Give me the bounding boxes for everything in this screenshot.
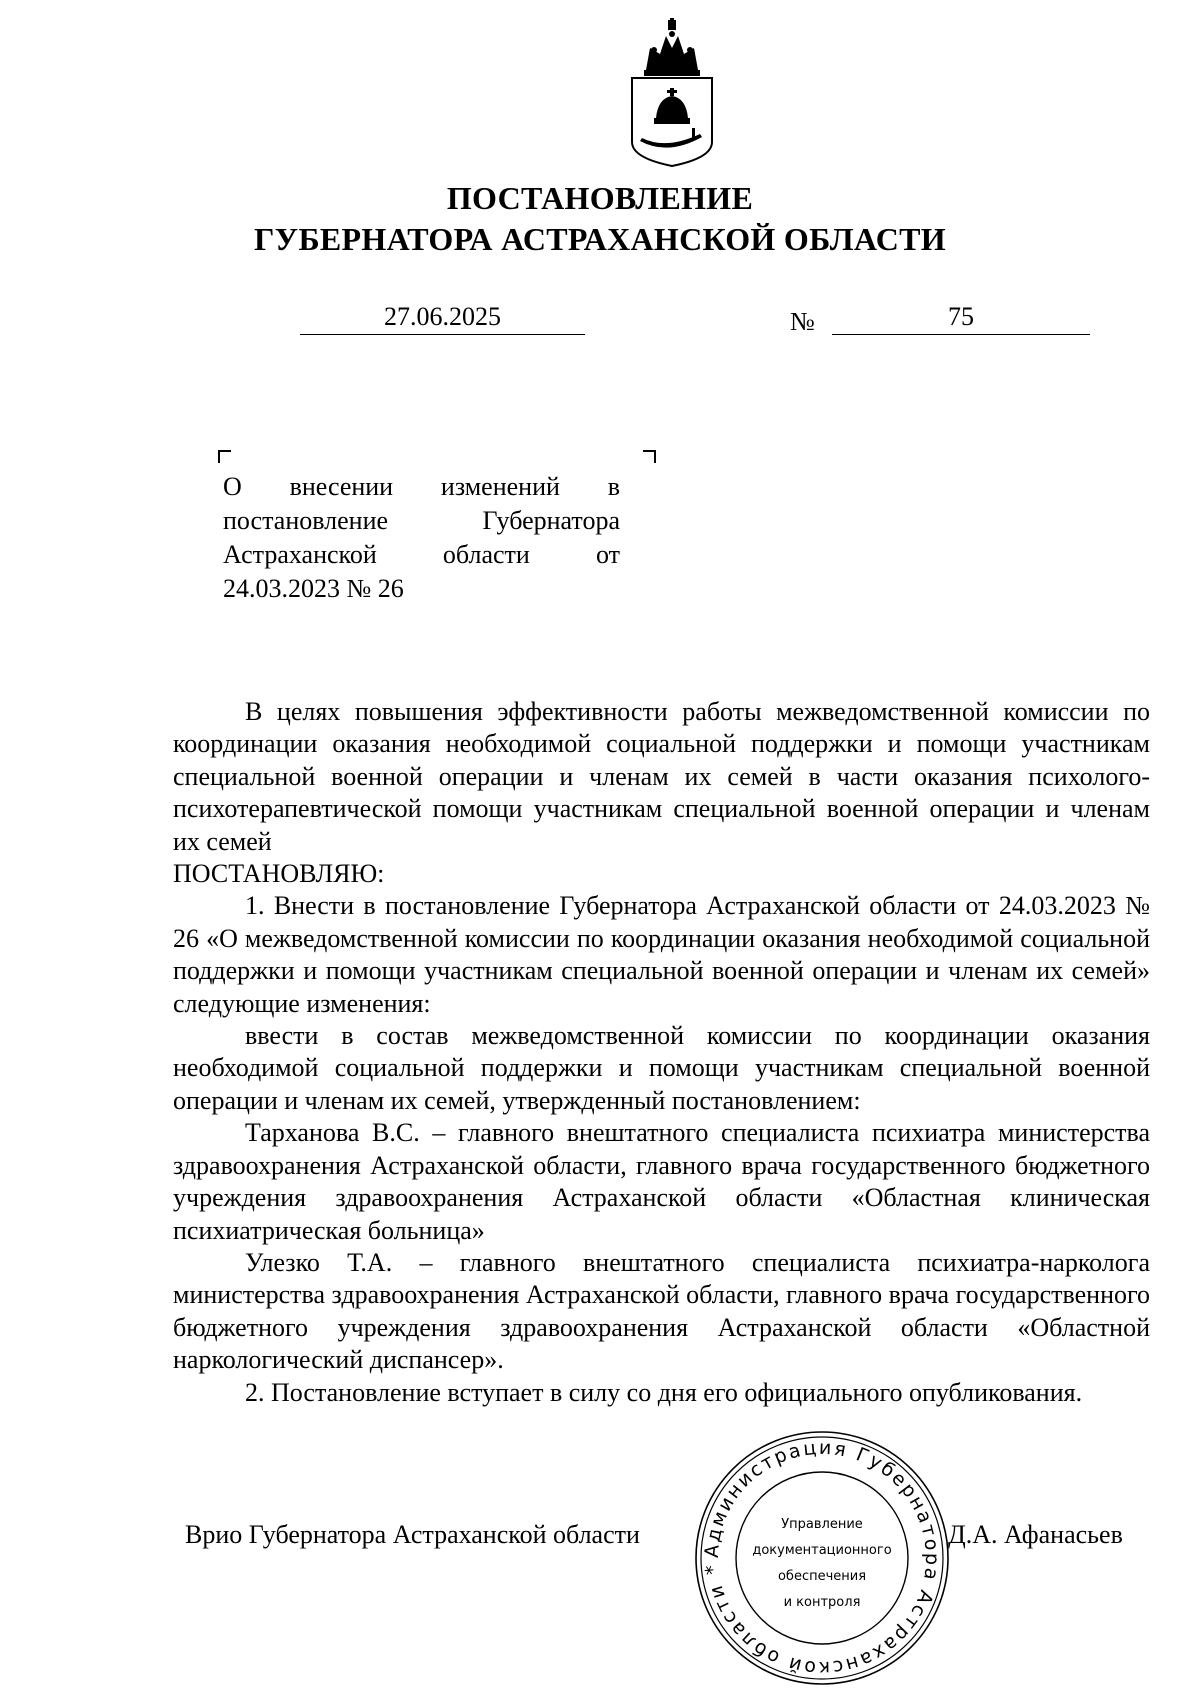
number-sign: № (790, 307, 815, 336)
subject-line: О внесении изменений в (223, 472, 620, 501)
document-body (173, 696, 1150, 1409)
official-stamp-icon (692, 1428, 952, 1688)
member-entry: Улезко Т.А. – главного внештатного специалиста психиатра-нарколога министерства здравоохранения Астраханской области, главного врача государственного бюджетного учреждения здравоохранения Астраханской области «Областной наркологический диспансер». (173, 1247, 1150, 1375)
document-type-title: ПОСТАНОВЛЕНИЕ (446, 180, 754, 216)
member-entry: Тарханова В.С. – главного внештатного специалиста психиатра министерства здравоохранения Астраханской области, главного врача государственного бюджетного учреждения здравоохранения Астраханской области «Областная клиническая психиатрическая больница» (173, 1118, 1150, 1245)
subject-line: 24.03.2023 № 26 (223, 574, 404, 603)
document-subject (223, 470, 620, 606)
subject-corner-left (218, 450, 231, 463)
issuer-title: ГУБЕРНАТОРА АСТРАХАНСКОЙ ОБЛАСТИ (254, 221, 946, 257)
clause-1-paragraph: 1. Внести в постановление Губернатора Астраханской области от 24.03.2023 № 26 «О межведомственной комиссии по координации оказания необходимой социальной поддержки и помощи участникам специальной военной операции и членам их семей» следующие изменения: (173, 891, 1150, 1018)
stamp-center-line: документационного (752, 1543, 892, 1558)
stamp-ring-text: Администрация Губернатора Астраханской области * (700, 1436, 944, 1680)
stamp-center-line: и контроля (783, 1595, 861, 1610)
stamp-center-line: Управление (781, 1517, 863, 1532)
signatory-name: Д.А. Афанасьев (948, 1520, 1123, 1549)
stamp-center-line: обеспечения (777, 1569, 867, 1584)
clause-1-amendment: ввести в состав межведомственной комиссии по координации оказания необходимой социальной поддержки и помощи участникам специальной военной операции и членам их семей, утвержденный постановлением: (173, 1021, 1150, 1115)
document-date: 27.06.2025 (300, 300, 585, 335)
signatory-position: Врио Губернатора Астраханской области (185, 1520, 640, 1549)
resolution-word: ПОСТАНОВЛЯЮ: (173, 859, 385, 889)
document-number: 75 (832, 300, 1090, 335)
clause-2-paragraph: 2. Постановление вступает в силу со дня его официального опубликования. (245, 1377, 1083, 1407)
coat-of-arms-icon (626, 18, 718, 168)
subject-corner-right (643, 450, 656, 463)
subject-line: постановление Губернатора (223, 506, 620, 535)
preamble-paragraph: В целях повышения эффективности работы межведомственной комиссии по координации оказания необходимой социальной поддержки и помощи участникам специальной военной операции и членам их семей в части оказания психолого-психотерапевтической помощи участникам специальной военной операции и членам их семей (173, 697, 1150, 856)
subject-line: Астраханской области от (223, 540, 620, 569)
